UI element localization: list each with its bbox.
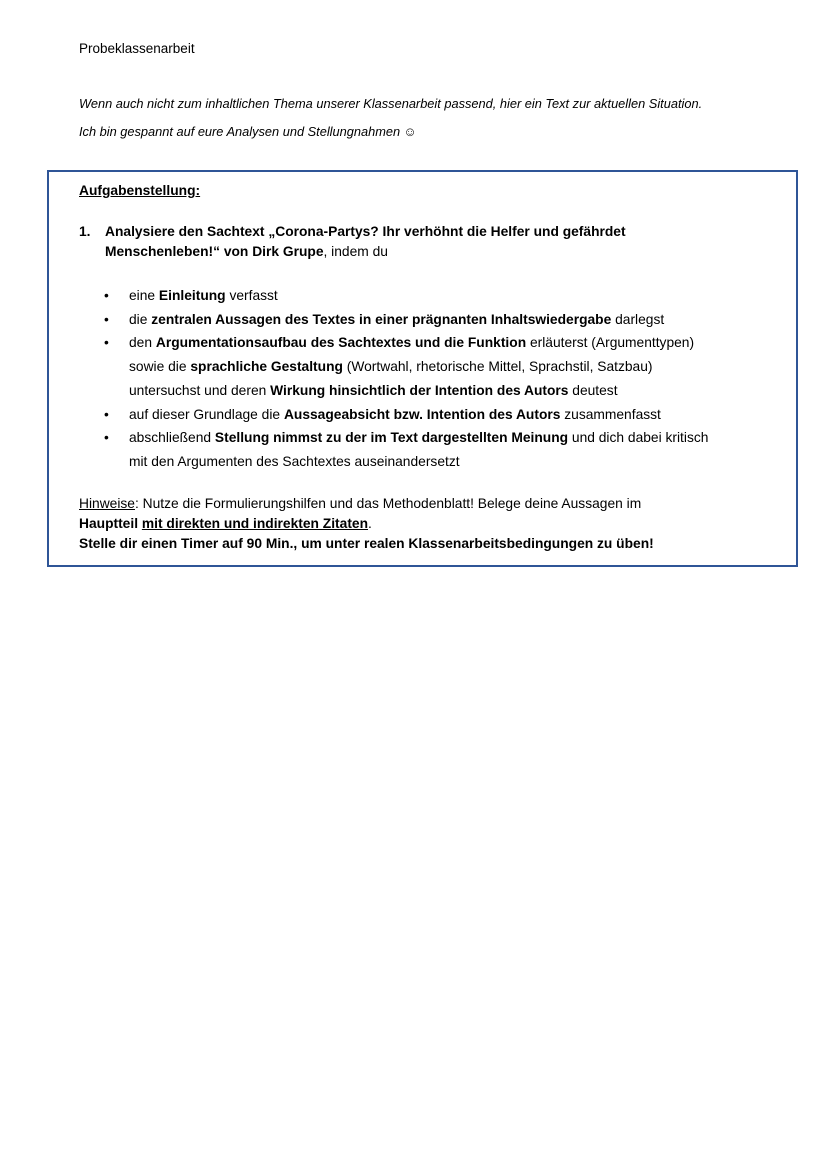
bullet-dot: • [104, 430, 109, 446]
text: die [129, 311, 152, 327]
keyword: Stellung nimmst zu der im Text dargestellten Meinung [214, 430, 569, 446]
bullet-dot: • [104, 311, 109, 327]
hints-line-3: Stelle dir einen Timer auf 90 Min., um unter realen Klassenarbeitsbedingungen zu üben! [79, 536, 654, 551]
task-box [47, 170, 798, 567]
text: sowie die [129, 359, 191, 375]
keyword: Einleitung [158, 288, 226, 303]
hints-section [79, 494, 779, 554]
text: mit den Argumenten des Sachtextes auseinandersetzt [129, 453, 460, 469]
hints-line-2 [79, 514, 779, 534]
subtask-argumentation [104, 331, 784, 402]
subtask-introduction [104, 284, 784, 308]
task-number: 1. [79, 224, 91, 239]
task-1-text [105, 222, 705, 262]
hints-line-1 [79, 494, 779, 514]
keyword: Hauptteil [79, 516, 139, 531]
text: erläuterst (Argumenttypen) [526, 335, 695, 351]
keyword: Aussageabsicht bzw. Intention des Autors [283, 406, 561, 422]
task-1-source: Menschenleben!“ von Dirk Grupe [105, 244, 324, 259]
keyword: zentralen Aussagen des Textes in einer prägnanten Inhaltswiedergabe [151, 311, 612, 327]
text: . [368, 516, 372, 531]
subtask-list [104, 284, 784, 474]
text: den [129, 335, 156, 351]
subtask-summary [104, 308, 784, 332]
text: verfasst [225, 288, 278, 303]
keyword: Wirkung hinsichtlich der Intention des Autors [270, 382, 569, 398]
bullet-dot: • [104, 406, 109, 422]
subtask-intention [104, 403, 784, 427]
task-heading: Aufgabenstellung: [79, 183, 201, 198]
text: abschließend [129, 430, 215, 446]
bullet-dot: • [104, 335, 109, 351]
text: zusammenfasst [560, 406, 661, 422]
text: eine [129, 288, 159, 303]
keyword: Argumentationsaufbau des Sachtextes und die Funktion [155, 335, 527, 351]
text: und dich dabei kritisch [568, 430, 709, 446]
task-1-line-2-rest: , indem du [323, 244, 388, 259]
keyword: sprachliche Gestaltung [190, 359, 343, 375]
bullet-dot: • [104, 288, 109, 303]
text: deutest [568, 382, 618, 398]
text: auf dieser Grundlage die [129, 406, 284, 422]
subtask-statement [104, 426, 784, 473]
keyword: mit direkten und indirekten Zitaten [141, 516, 369, 531]
hints-label: Hinweise [79, 496, 135, 511]
document-header-title: Probeklassenarbeit [79, 41, 195, 56]
text: untersuchst und deren [129, 382, 271, 398]
text: : Nutze die Formulierungshilfen und das Methodenblatt! Belege deine Aussagen im [134, 496, 642, 511]
text: darlegst [611, 311, 665, 327]
task-1-line-2 [105, 242, 705, 262]
task-1-line-1: Analysiere den Sachtext „Corona-Partys? Ihr verhöhnt die Helfer und gefährdet [105, 224, 626, 239]
intro-line-1: Wenn auch nicht zum inhaltlichen Thema unserer Klassenarbeit passend, hier ein Text zur aktuellen Situation. [79, 96, 703, 111]
text: (Wortwahl, rhetorische Mittel, Sprachstil, Satzbau) [342, 359, 653, 375]
intro-line-2: Ich bin gespannt auf eure Analysen und Stellungnahmen ☺ [79, 124, 417, 139]
